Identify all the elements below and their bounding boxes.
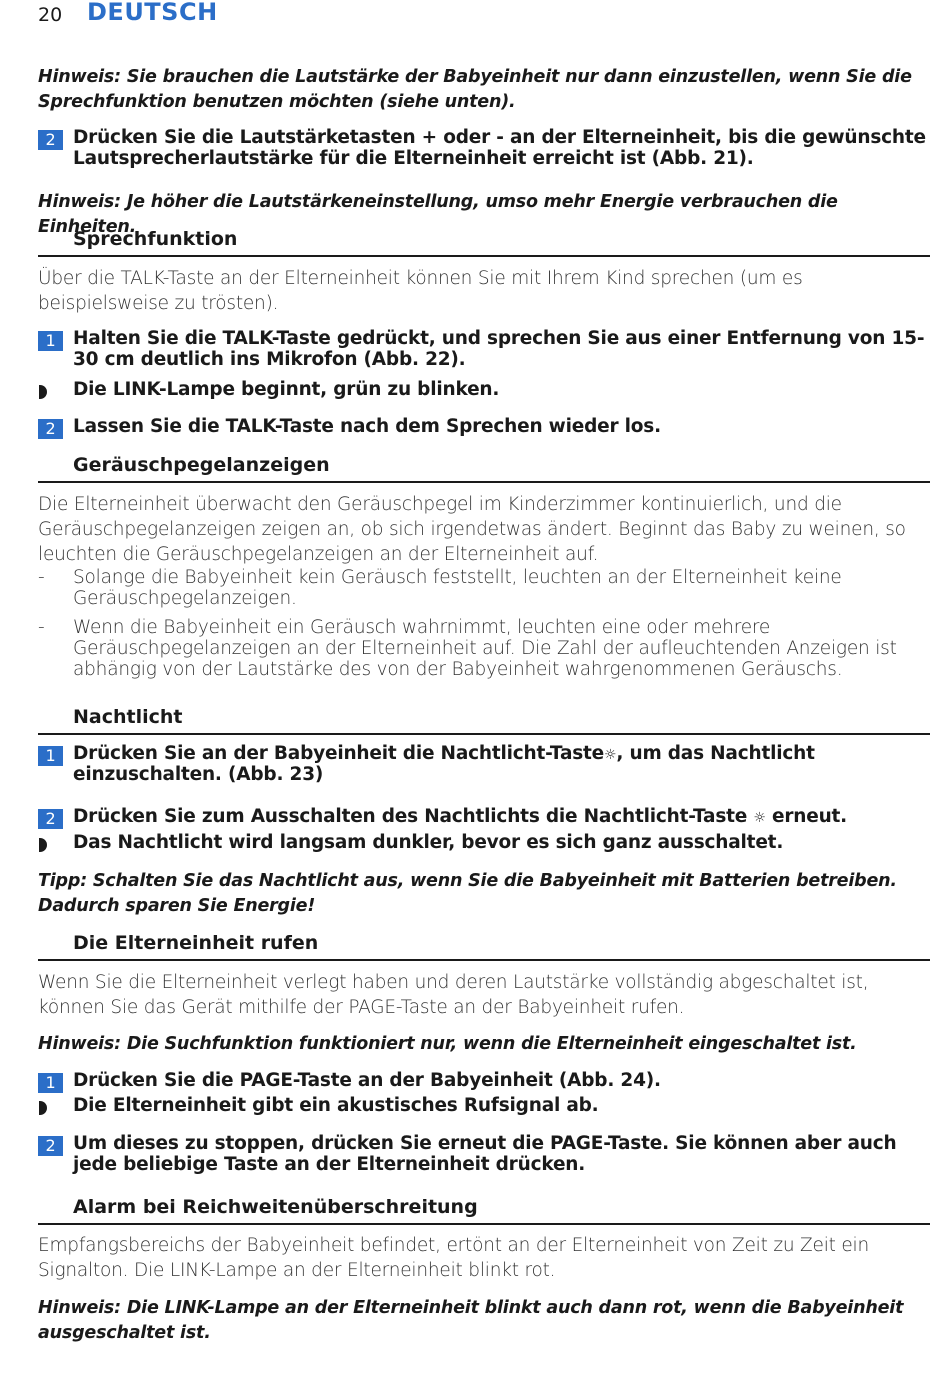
note-text: Die LINK-Lampe an der Elterneinheit blinkt auch dann rot, wenn die Babyeinheit ausgeschaltet ist. [38,1298,904,1343]
note-label: Hinweis: [38,1034,121,1054]
nightlight-step-2: 2 Drücken Sie zum Ausschalten des Nachtlichts die Nachtlicht-Taste ☼ erneut. [38,806,930,827]
step-number-badge: 1 [38,331,63,351]
nightlight-result-2 [38,832,930,853]
noise-item-1 [38,567,930,609]
item-text: Wenn die Babyeinheit ein Geräusch wahrnimmt, leuchten eine oder mehrere Geräuschpegelanzeigen an der Elterneinheit auf. Die Zahl der aufleuchtenden Anzeigen ist abhängig von der Lautstärke des von der Babyeinheit wahrgenommenen Geräuschs. [73,617,897,680]
result-bullet-icon [39,838,47,852]
result-text: Das Nachtlicht wird langsam dunkler, bevor es sich ganz ausschaltet. [73,832,784,853]
note-text: Die Suchfunktion funktioniert nur, wenn die Elterneinheit eingeschaltet ist. [120,1034,857,1054]
note-label: Hinweis: [38,1298,121,1318]
section-heading-page-call: Die Elterneinheit rufen [38,931,930,961]
note-label: Hinweis: [38,67,121,87]
nightlight-step-1: 1 Drücken Sie an der Babyeinheit die Nachtlicht-Taste☼, um das Nachtlicht einzuschalten. (Abb. 23) [38,743,930,785]
range-note [38,1296,930,1346]
noise-item-2 [38,617,930,680]
page-number: 20 [38,4,63,26]
dash-bullet: - [38,567,45,588]
nightlight-icon: ☼ [604,747,617,763]
item-text: Solange die Babyeinheit kein Geräusch feststellt, leuchten an der Elterneinheit keine Geräuschpegelanzeigen. [73,567,842,609]
step-text: Drücken Sie die Lautstärketasten + oder - an der Elterneinheit, bis die gewünschte Lautsprecherlautstärke für die Elterneinheit erreicht ist (Abb. 21). [73,127,926,169]
section-heading-talk: Sprechfunktion [38,227,930,257]
step-text: Lassen Sie die TALK-Taste nach dem Sprechen wieder los. [73,416,661,437]
language-title: DEUTSCH [87,0,218,26]
talk-intro: Über die TALK-Taste an der Elterneinheit können Sie mit Ihrem Kind sprechen (um es beispielsweise zu trösten). [38,268,803,314]
result-bullet-icon [39,1101,47,1115]
section-heading-noise: Geräuschpegelanzeigen [38,453,930,483]
step-number-badge: 2 [38,419,63,439]
note-label: Hinweis: [38,192,121,212]
page-call-step-1 [38,1070,930,1091]
step-number-badge: 1 [38,746,63,766]
nightlight-icon: ☼ [753,810,766,826]
page-call-intro: Wenn Sie die Elterneinheit verlegt haben und deren Lautstärke vollständig abgeschaltet ist, können Sie das Gerät mithilfe der PAGE-Taste an der Babyeinheit rufen. [38,972,869,1018]
tip-label: Tipp: [38,871,87,891]
step-number-badge: 2 [38,809,63,829]
note-text: Sie brauchen die Lautstärke der Babyeinheit nur dann einzustellen, wenn Sie die Sprechfunktion benutzen möchten (siehe unten). [38,67,912,112]
step-text: Um dieses zu stoppen, drücken Sie erneut die PAGE-Taste. Sie können aber auch jede beliebige Taste an der Elterneinheit drücken. [73,1133,897,1175]
volume-step-2 [38,127,930,169]
step-number-badge: 2 [38,1136,63,1156]
section-heading-range-alarm: Alarm bei Reichweitenüberschreitung [38,1195,930,1225]
step-text: Drücken Sie die PAGE-Taste an der Babyeinheit (Abb. 24). [73,1070,661,1091]
step-number-badge: 1 [38,1073,63,1093]
nightlight-tip [38,869,930,919]
step-text: Halten Sie die TALK-Taste gedrückt, und sprechen Sie aus einer Entfernung von 15-30 cm deutlich ins Mikrofon (Abb. 22). [73,328,925,370]
talk-step-1 [38,328,930,370]
result-text: Die LINK-Lampe beginnt, grün zu blinken. [73,379,500,400]
dash-bullet: - [38,617,45,638]
noise-intro: Die Elterneinheit überwacht den Geräuschpegel im Kinderzimmer kontinuierlich, und die Geräuschpegelanzeigen zeigen an, ob sich irgendetwas ändert. Beginnt das Baby zu weinen, so leuchten die Geräuschpegelanzeigen an der Elterneinheit auf. [38,494,906,565]
result-bullet-icon [39,385,47,399]
tip-text: Schalten Sie das Nachtlicht aus, wenn Sie die Babyeinheit mit Batterien betreiben. Dadurch sparen Sie Energie! [38,871,897,916]
volume-note [38,65,930,115]
step-number-badge: 2 [38,130,63,150]
range-intro: Empfangsbereichs der Babyeinheit befindet, ertönt an der Elterneinheit von Zeit zu Zeit ein Signalton. Die LINK-Lampe an der Elterneinheit blinkt rot. [38,1235,870,1281]
page-call-note [38,1032,930,1057]
talk-step-2 [38,416,930,437]
note-text: Je höher die Lautstärkeneinstellung, umso mehr Energie verbrauchen die Einheiten. [38,192,838,237]
talk-result-1 [38,379,930,400]
section-heading-nightlight: Nachtlicht [38,705,930,735]
page-call-step-2 [38,1133,930,1175]
page-call-result-1 [38,1095,930,1116]
result-text: Die Elterneinheit gibt ein akustisches Rufsignal ab. [73,1095,599,1116]
